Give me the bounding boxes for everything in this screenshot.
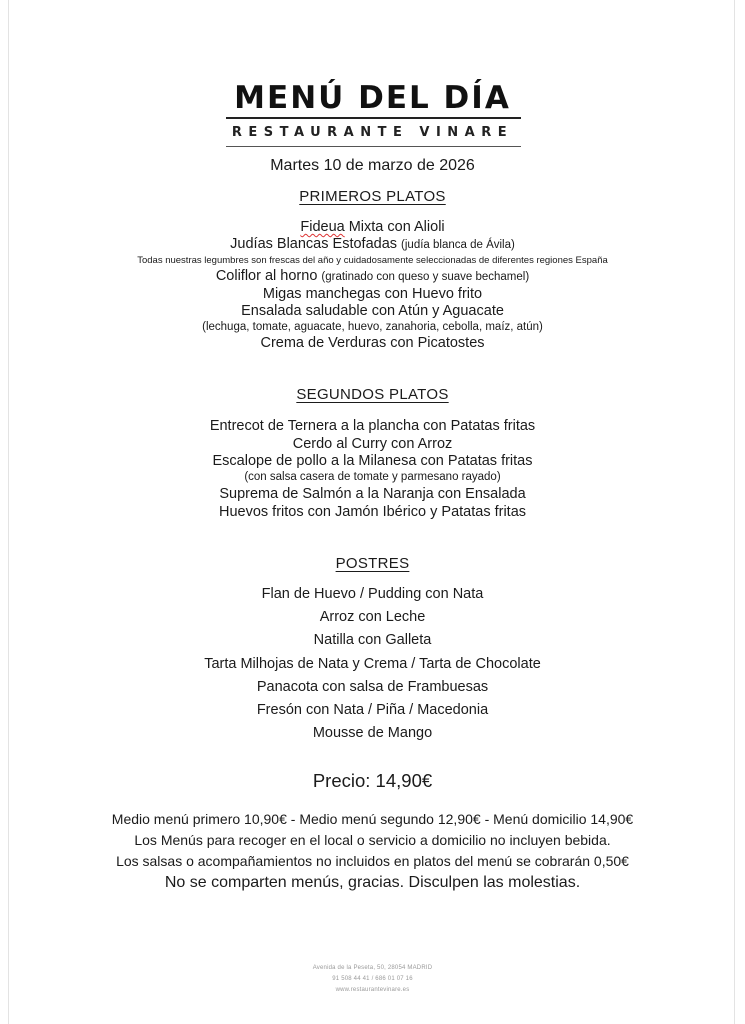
postres-heading: POSTRES — [335, 555, 410, 572]
footer-sauces-note: Los salsas o acompañamientos no incluidos en platos del menú se cobrarán 0,50€ — [116, 853, 629, 869]
primeros-item-judias-name: Judías Blancas Estofadas — [230, 236, 402, 252]
segundos-item-escalope: Escalope de pollo a la Milanesa con Patatas fritas — [212, 453, 533, 469]
primeros-item-judias-note: (judía blanca de Ávila) — [401, 239, 515, 251]
primeros-item-ensalada-note: (lechuga, tomate, aguacate, huevo, zanahoria, cebolla, maíz, atún) — [202, 321, 543, 333]
menu-title: MENÚ DEL DÍA — [234, 80, 511, 116]
primeros-heading: PRIMEROS PLATOS — [299, 188, 446, 205]
spellcheck-word: Fideua — [300, 219, 345, 235]
primeros-item-coliflor-name: Coliflor al horno — [215, 268, 322, 284]
legumes-note: Todas nuestras legumbres son frescas del año y cuidadosamente seleccionadas de diferentes regiones España — [137, 255, 608, 266]
segundos-heading: SEGUNDOS PLATOS — [296, 386, 449, 403]
primeros-item-coliflor-note: (gratinado con queso y suave bechamel) — [321, 271, 530, 283]
address-phones: 91 508 44 41 / 686 01 07 16 — [332, 976, 413, 982]
postres-item: Arroz con Leche — [319, 609, 426, 625]
postres-item: Panacota con salsa de Frambuesas — [256, 679, 489, 695]
footer-half-menu-prices: Medio menú primero 10,90€ - Medio menú segundo 12,90€ - Menú domicilio 14,90€ — [111, 811, 634, 827]
primeros-item-ensalada: Ensalada saludable con Atún y Aguacate — [241, 303, 504, 319]
segundos-item-cerdo: Cerdo al Curry con Arroz — [292, 436, 453, 452]
menu-price: Precio: 14,90€ — [312, 770, 433, 791]
primeros-item-crema: Crema de Verduras con Picatostes — [260, 335, 485, 351]
footer-no-sharing-note: No se comparten menús, gracias. Disculpen las molestias. — [164, 874, 581, 891]
postres-item: Mousse de Mango — [312, 725, 433, 741]
segundos-item-entrecot: Entrecot de Ternera a la plancha con Patatas fritas — [209, 418, 536, 434]
title-rule-bottom — [226, 146, 521, 147]
address-website: www.restaurantevinare.es — [335, 987, 410, 993]
primeros-item-coliflor — [0, 268, 745, 284]
primeros-item-fideua-rest: Mixta con Alioli — [344, 219, 445, 235]
postres-item: Natilla con Galleta — [313, 632, 432, 648]
title-rule-top — [226, 117, 521, 119]
segundos-item-escalope-note: (con salsa casera de tomate y parmesano rayado) — [244, 471, 501, 483]
primeros-item-judias — [0, 236, 745, 252]
restaurant-name: RESTAURANTE VINARE — [231, 125, 514, 140]
segundos-item-salmon: Suprema de Salmón a la Naranja con Ensalada — [219, 486, 526, 502]
postres-item: Fresón con Nata / Piña / Macedonia — [256, 702, 489, 718]
primeros-item-migas: Migas manchegas con Huevo frito — [262, 286, 483, 302]
primeros-item-fideua — [0, 219, 745, 235]
segundos-item-huevos: Huevos fritos con Jamón Ibérico y Patatas fritas — [218, 504, 527, 520]
postres-item: Flan de Huevo / Pudding con Nata — [261, 586, 484, 602]
footer-drinks-note: Los Menús para recoger en el local o servicio a domicilio no incluyen bebida. — [134, 832, 611, 848]
postres-item: Tarta Milhojas de Nata y Crema / Tarta de Chocolate — [204, 656, 541, 672]
menu-date: Martes 10 de marzo de 2026 — [270, 157, 475, 174]
address-street: Avenida de la Peseta, 50, 28054 MADRID — [312, 965, 433, 971]
